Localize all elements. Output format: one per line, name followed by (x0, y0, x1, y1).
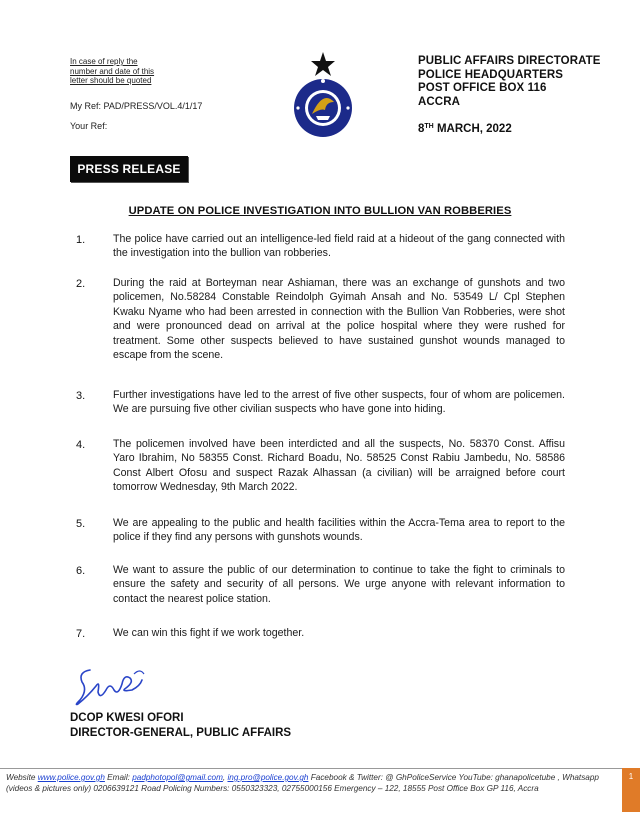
directorate-address (418, 55, 601, 109)
ghana-police-crest-icon (292, 50, 354, 142)
paragraph-number: 1. (76, 234, 86, 246)
reply-note-line: letter should be quoted (70, 76, 152, 85)
social-contacts: Facebook & Twitter: @ GhPoliceService YouTube: ghanapolicetube , Whatsapp (videos & pictures only) 0206639121 Road Policing Numbers: 0550323323, 02755000156 Emergency – 122, 18555 Post Office Box GP 116, Accra (6, 773, 599, 793)
paragraph-number: 4. (76, 439, 86, 451)
release-title: UPDATE ON POLICE INVESTIGATION INTO BULLION VAN ROBBERIES (128, 205, 512, 217)
paragraph-number: 7. (76, 628, 86, 640)
handwritten-signature (70, 660, 160, 710)
reply-note-line: In case of reply the (70, 57, 138, 66)
paragraph-number: 6. (76, 565, 86, 577)
reply-note-line: number and date of this (70, 66, 155, 76)
footer-contacts: Website www.police.gov.gh Email: padphotopol@gmail.com, ing.pro@police.gov.gh Facebook & Twitter: @ GhPoliceService YouTube: ghanapolicetube , Whatsapp (videos & pictures only) 0206639121 Road Policing Numbers: 0550323323, 02755000156 Emergency – 122, 18555 Post Office Box GP 116, Accra (6, 773, 599, 793)
footer-divider (0, 768, 622, 769)
paragraph-text: We can win this fight if we work together. (113, 627, 305, 639)
date-day: 8 (418, 123, 425, 135)
email-link-pro[interactable]: ing.pro@police.gov.gh (227, 773, 309, 782)
date-suffix: TH (424, 123, 434, 130)
paragraph-number: 3. (76, 390, 86, 402)
paragraph-text: Further investigations have led to the arrest of five other suspects, four of whom are policemen. We are pursuing five other civilian suspects who have gone into hiding. (113, 389, 565, 416)
paragraph-number: 2. (76, 278, 86, 290)
signatory-title: DIRECTOR-GENERAL, PUBLIC AFFAIRS (70, 727, 292, 739)
email-label: Email: (104, 773, 133, 782)
paragraph-text: We are appealing to the public and health facilities within the Accra-Tema area to report to the police if they find any persons with gunshots wounds. (113, 517, 565, 544)
paragraph-text: During the raid at Borteyman near Ashiaman, there was an exchange of gunshots and two policemen, No.58284 Constable Reindolph Gyimah Ansah and No. 53549 L/ Cpl Stephen Kwaku Nyame who had been arrested in connection with the Bullion Van Robberies, were shot and were pronounced dead on arrival at the police hospital where they were rushed for treatment. Some other suspects believed to have sustained gunshot wounds managed to escape from the scene. (113, 277, 565, 362)
my-reference: My Ref: PAD/PRESS/VOL.4/1/17 (70, 101, 203, 111)
paragraph-number: 5. (76, 518, 86, 530)
your-reference: Your Ref: (70, 121, 108, 131)
address-line: PUBLIC AFFAIRS DIRECTORATE (418, 55, 601, 67)
signatory-name: DCOP KWESI OFORI (70, 712, 184, 724)
website-link[interactable]: www.police.gov.gh (37, 773, 105, 782)
press-release-badge: PRESS RELEASE (70, 156, 188, 182)
release-date (418, 123, 512, 135)
page-number: 1 (622, 768, 640, 812)
reply-instructions (70, 57, 160, 86)
website-label: Website (6, 773, 38, 782)
email-link-photo[interactable]: padphotopol@gmail.com (132, 773, 223, 782)
paragraph-text: The police have carried out an intelligence-led field raid at a hideout of the gang connected with the investigation into the bullion van robberies. (113, 233, 565, 260)
date-rest: MARCH, 2022 (433, 123, 512, 135)
address-line: POLICE HEADQUARTERS (418, 68, 564, 81)
paragraph-text: The policemen involved have been interdicted and all the suspects, No. 58370 Const. Affisu Yaro Ibrahim, No 58355 Const. Richard Boadu, No. 58525 Const Rabiu Jambedu, No. 58586 Const Albert Ofosu and suspect Razak Alhassan (a civilian) will be arraigned before court tomorrow Wednesday, 9th March 2022. (113, 438, 565, 494)
address-line: POST OFFICE BOX 116 (418, 82, 547, 94)
paragraph-text: We want to assure the public of our determination to continue to take the fight to criminals to ensure the safety and security of all persons. We urge anyone with relevant information to contact the nearest police station. (113, 564, 565, 605)
address-line: ACCRA (418, 95, 461, 108)
